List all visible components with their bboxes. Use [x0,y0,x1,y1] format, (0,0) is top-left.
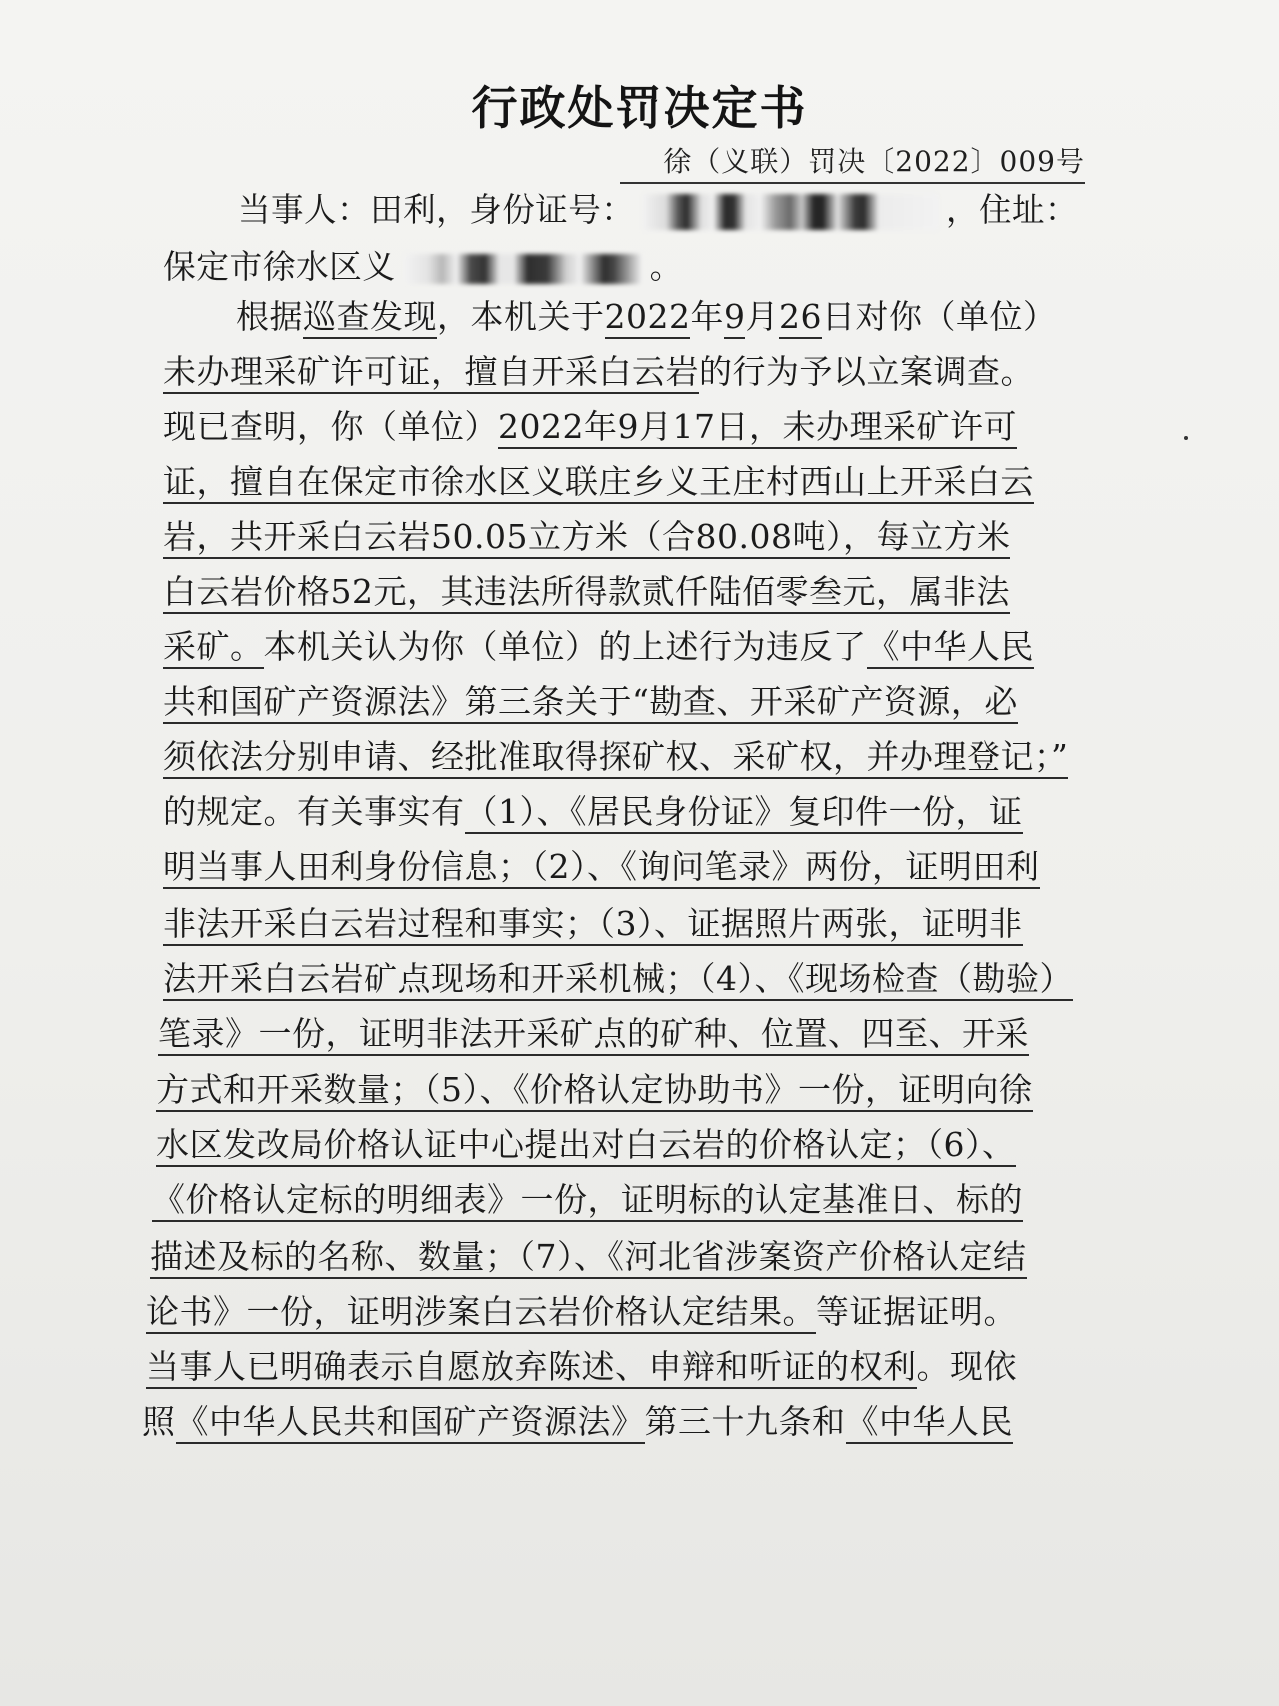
printed-text: 的规定。有关事实有 [163,792,465,831]
printed-text: 月 [745,297,779,336]
body-line [163,245,683,291]
paper-speck [1184,436,1188,440]
handwritten-underlined-text: 岩，共开采白云岩50.05立方米（合80.08吨），每立方米 [163,517,1010,559]
handwritten-underlined-text: 水区发改局价格认证中心提出对白云岩的价格认定；（6）、 [156,1125,1016,1167]
body-line [156,1123,1106,1169]
handwritten-underlined-text: 26 [779,297,822,339]
body-line [163,350,1083,396]
body-line [163,625,1088,671]
handwritten-underlined-text: 白云岩价格52元，其违法所得款贰仟陆佰零叁元，属非法 [163,572,1010,614]
handwritten-underlined-text: 《中华人民共和国矿产资源法》 [176,1402,645,1444]
handwritten-underlined-text: 9 [724,297,746,339]
body-line [146,1345,1121,1391]
body-line [163,460,1088,506]
printed-text: 。 [649,247,683,286]
document-title: 行政处罚决定书 [471,81,808,135]
printed-text: 年 [690,297,724,336]
printed-text: 当事人：田利，身份证号： [238,190,635,229]
printed-text: 根据 [236,297,303,336]
body-line [158,1012,1098,1058]
handwritten-underlined-text: 非法开采白云岩过程和事实；（3）、证据照片两张，证明非 [163,904,1023,946]
printed-text: 等证据证明。 [816,1292,1017,1331]
handwritten-underlined-text: 笔录》一份，证明非法开采矿点的矿种、位置、四至、开采 [158,1014,1029,1056]
handwritten-underlined-text: 未办理采矿许可证，擅自开采白云岩 [163,352,699,394]
printed-text: 现已查明，你（单位） [163,407,498,446]
handwritten-underlined-text: 须依法分别申请、经批准取得探矿权、采矿权，并办理登记；” [163,737,1068,779]
body-line [163,405,1088,451]
printed-text: ，住址： [945,190,1079,229]
handwritten-underlined-text: 描述及标的名称、数量；（7）、《河北省涉案资产价格认定结 [150,1237,1027,1279]
handwritten-underlined-text: 2022 [605,297,691,339]
printed-text: 。现依 [916,1347,1017,1386]
printed-text: 第三十九条和 [644,1402,846,1441]
handwritten-underlined-text: 方式和开采数量；（5）、《价格认定协助书》一份，证明向徐 [156,1070,1033,1112]
body-line [142,1400,1127,1446]
handwritten-underlined-text: 证，擅自在保定市徐水区义联庄乡义王庄村西山上开采白云 [163,462,1034,504]
body-line [163,735,1088,781]
handwritten-underlined-text: 共和国矿产资源法》第三条关于“勘查、开采矿产资源，必 [163,682,1018,724]
document-number-underline [620,182,1085,184]
handwritten-underlined-text: 当事人已明确表示自愿放弃陈述、申辩和听证的权利 [146,1347,917,1389]
printed-text: 日对你（单位） [821,297,1057,336]
body-line [238,188,1079,234]
printed-text: 保定市徐水区义 [163,247,396,286]
handwritten-underlined-text: 论书》一份，证明涉案白云岩价格认定结果。 [146,1292,816,1334]
printed-text: 的行为予以立案调查。 [699,352,1034,391]
body-line [163,790,1088,836]
handwritten-underlined-text: 《价格认定标的明细表》一份，证明标的认定基准日、标的 [152,1180,1023,1222]
body-line [150,1235,1115,1281]
body-line [163,680,1088,726]
handwritten-underlined-text: 2022年9月17日，未办理采矿许可 [498,407,1017,449]
body-line [163,902,1093,948]
printed-text: 照 [142,1402,176,1441]
handwritten-underlined-text: 采矿。 [163,627,264,669]
printed-text: 本机关认为你（单位）的上述行为违反了 [263,627,867,666]
document-number: 徐（义联）罚决〔2022〕009号 [663,145,1085,178]
handwritten-underlined-text: 明当事人田利身份信息；（2）、《询问笔录》两份，证明田利 [163,847,1040,889]
handwritten-underlined-text: （1）、《居民身份证》复印件一份，证 [465,792,1023,834]
handwritten-underlined-text: 《中华人民 [846,1402,1014,1444]
body-line [152,1178,1107,1224]
body-line [163,845,1088,891]
body-line [163,957,1098,1003]
handwritten-underlined-text: 《中华人民 [867,627,1035,669]
body-line [156,1068,1101,1114]
handwritten-underlined-text: 巡查发现 [303,297,437,339]
body-line [163,570,1088,616]
redacted-id-number [642,194,938,230]
redacted-address [404,254,642,284]
body-line [163,515,1088,561]
body-line [146,1290,1116,1336]
body-line [236,295,1091,341]
handwritten-underlined-text: 法开采白云岩矿点现场和开采机械；（4）、《现场检查（勘验） [163,959,1073,1001]
printed-text: ，本机关于 [437,297,605,336]
